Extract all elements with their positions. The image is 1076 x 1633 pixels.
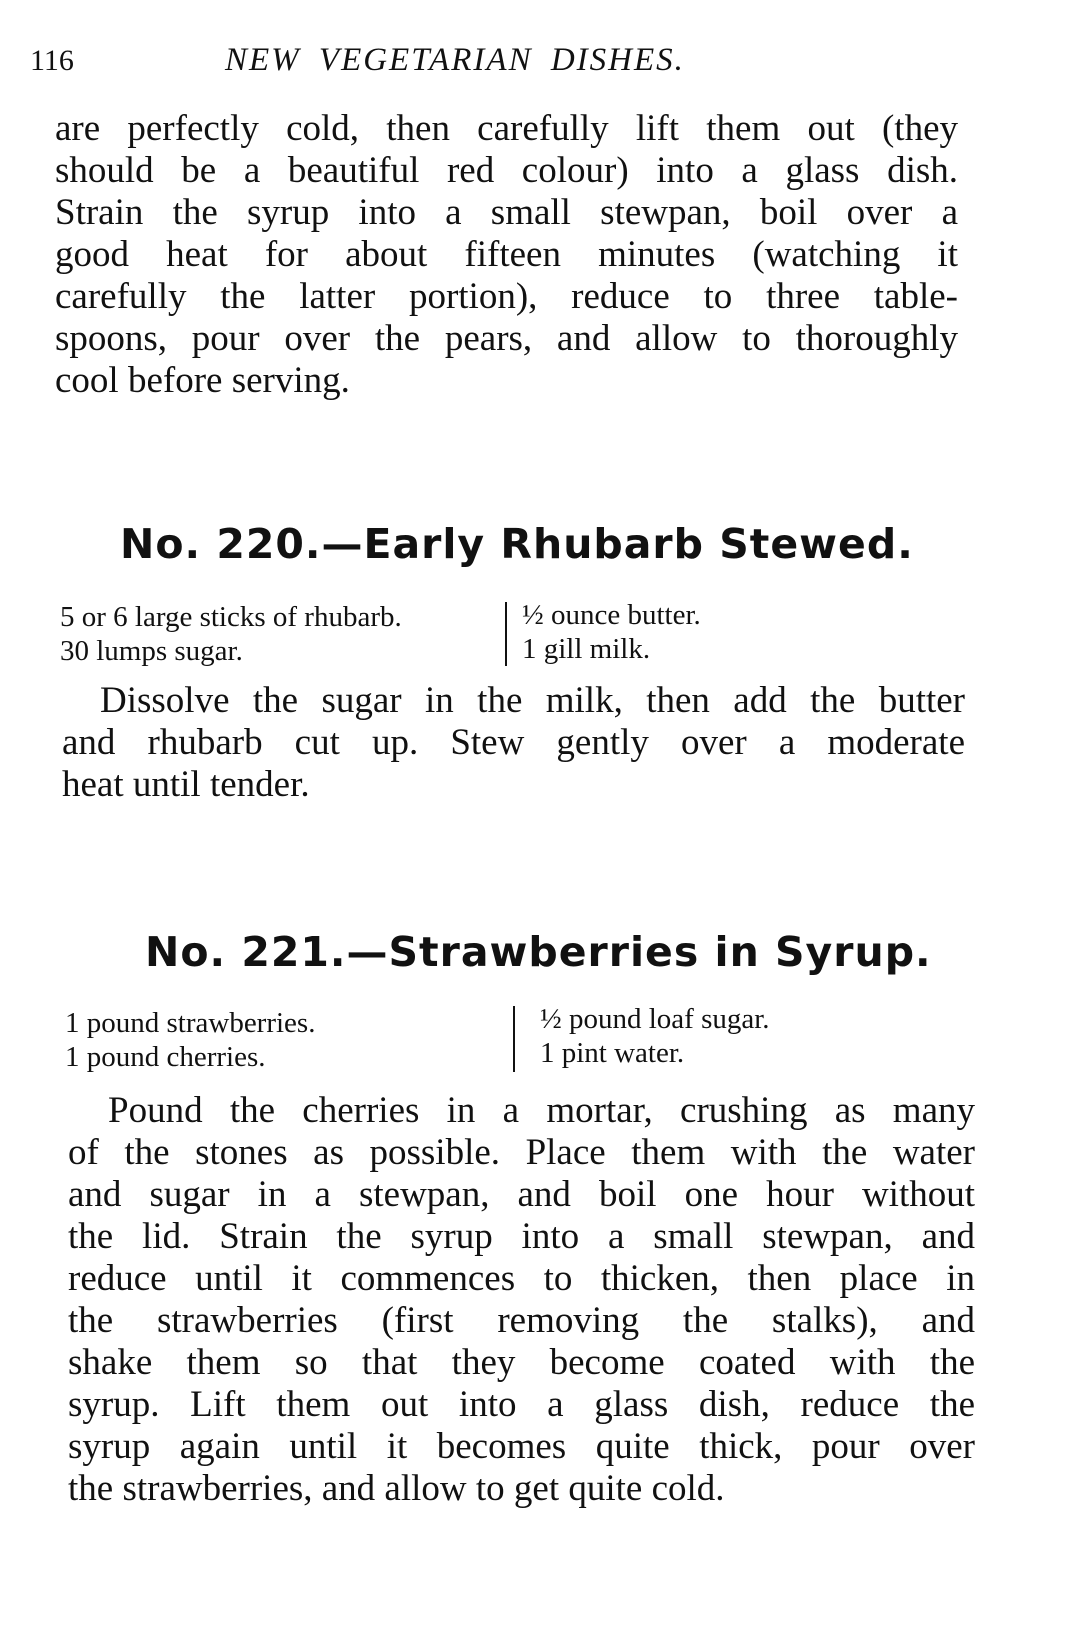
recipe-221-ingredients-left (65, 1006, 315, 1074)
text-line: reduce until it commences to thicken, then place in (68, 1258, 975, 1299)
ingredient: ½ ounce butter. (522, 599, 701, 631)
text-line: carefully the latter portion), reduce to three table- (55, 276, 958, 317)
ingredient: ½ pound loaf sugar. (540, 1003, 770, 1035)
text-line: and sugar in a stewpan, and boil one hour without (68, 1174, 975, 1215)
recipe-220-title: No. 220.—Early Rhubarb Stewed. (120, 520, 914, 568)
ingredients-divider (513, 1006, 515, 1072)
text-line: and rhubarb cut up. Stew gently over a moderate (62, 722, 965, 763)
text-line: are perfectly cold, then carefully lift them out (they (55, 108, 958, 149)
text-line: Pound the cherries in a mortar, crushing as many (108, 1090, 975, 1131)
text-line: of the stones as possible. Place them with the water (68, 1132, 975, 1173)
text-line: spoons, pour over the pears, and allow to thoroughly (55, 318, 958, 359)
text-line: syrup. Lift them out into a glass dish, reduce the (68, 1384, 975, 1425)
recipe-221-ingredients-right (540, 1002, 770, 1070)
recipe-220-ingredients-right (522, 598, 701, 666)
ingredient: 1 pound strawberries. (65, 1007, 316, 1039)
ingredient: 1 pound cherries. (65, 1041, 266, 1073)
continued-paragraph (55, 108, 958, 402)
recipe-221-title: No. 221.—Strawberries in Syrup. (145, 928, 932, 976)
ingredient: 1 pint water. (540, 1037, 685, 1069)
text-line: should be a beautiful red colour) into a glass dish. (55, 150, 958, 191)
text-line: shake them so that they become coated with the (68, 1342, 975, 1383)
ingredient: 5 or 6 large sticks of rhubarb. (60, 601, 402, 633)
text-line: Dissolve the sugar in the milk, then add the butter (100, 680, 965, 721)
ingredient: 30 lumps sugar. (60, 635, 243, 667)
text-line: cool before serving. (55, 360, 350, 401)
ingredients-divider (505, 602, 507, 666)
text-line: good heat for about fifteen minutes (watching it (55, 234, 958, 275)
ingredient: 1 gill milk. (522, 633, 651, 665)
recipe-220-ingredients-left (60, 600, 402, 668)
recipe-221-method (68, 1090, 975, 1510)
text-line: the strawberries, and allow to get quite cold. (68, 1468, 725, 1509)
text-line: the strawberries (first removing the stalks), and (68, 1300, 975, 1341)
page-number: 116 (30, 44, 74, 77)
text-line: the lid. Strain the syrup into a small stewpan, and (68, 1216, 975, 1257)
recipe-220-method (62, 680, 965, 806)
running-title: NEW VEGETARIAN DISHES. (225, 42, 685, 78)
text-line: heat until tender. (62, 764, 310, 805)
text-line: syrup again until it becomes quite thick, pour over (68, 1426, 975, 1467)
text-line: Strain the syrup into a small stewpan, boil over a (55, 192, 958, 233)
